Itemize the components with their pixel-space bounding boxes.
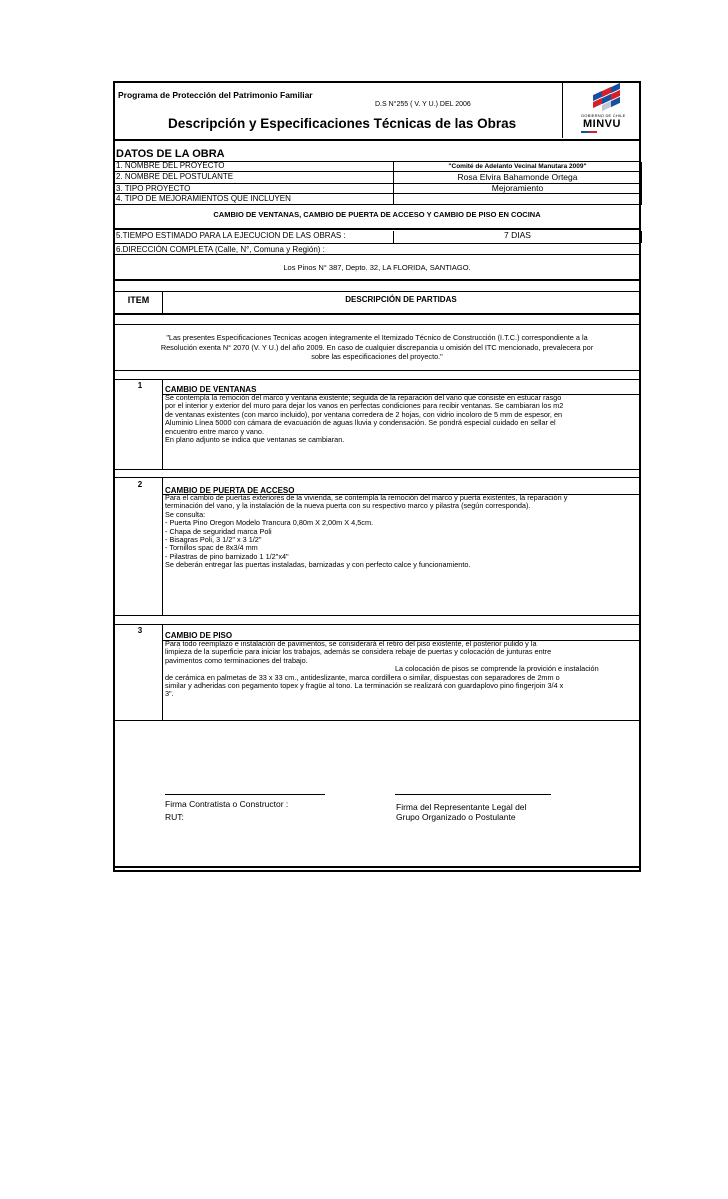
description-line: - Pilastras de pino barnizado 1 1/2"x4" bbox=[165, 551, 289, 561]
description-line: Para todo reemplazo e instalación de pavimentos, se considerará el retiro del piso existente, el posterior pulido y la bbox=[165, 639, 537, 648]
divider bbox=[115, 370, 639, 371]
item-title: CAMBIO DE PUERTA DE ACCESO bbox=[165, 486, 295, 495]
divider bbox=[115, 624, 639, 625]
intro-line: "Las presentes Especificaciones Tecnicas acogen integramente el Itemizado Técnico de Construcción (I.T.C.) correspondiente a la bbox=[166, 333, 588, 342]
item-title: CAMBIO DE PISO bbox=[165, 631, 233, 640]
item-description bbox=[165, 640, 599, 699]
divider bbox=[115, 615, 639, 616]
logo-caption: GOBIERNO DE CHILE bbox=[581, 113, 626, 118]
column-divider bbox=[393, 231, 394, 243]
description-line: limpieza de la superficie para iniciar los trabajos, además se considera rebaje de puertas y colocación de junturas entre bbox=[165, 647, 552, 657]
divider bbox=[115, 291, 639, 292]
intro-line: Resolución exenta N° 2070 (V. Y U.) del año 2009. En caso de cualquier discrepancia u omisión del ITC mencionado, prevalecera por bbox=[160, 342, 594, 352]
rut-label: RUT: bbox=[165, 812, 184, 822]
postulante-value: Rosa Elvira Bahamonde Ortega bbox=[457, 172, 578, 182]
intro-paragraph bbox=[115, 333, 639, 362]
description-line: de ventanas existentes (con marco incluido), por ventana corredera de 2 hojas, con vidrio incoloro de 5 mm de espesor, en bbox=[165, 409, 563, 419]
description-line: - Bisagras Poli, 3 1/2" x 3 1/2" bbox=[165, 535, 262, 545]
column-divider bbox=[162, 291, 163, 313]
description-line: por el interior y exterior del muro para dejar los vanos en perfectas condiciones para recibir ventanas. Se cambiaran los m2 bbox=[165, 401, 564, 411]
divider bbox=[115, 720, 639, 721]
column-divider bbox=[162, 624, 163, 720]
description-line: - Chapa de seguridad marca Poli bbox=[165, 526, 272, 536]
description-line: Para el cambio de puertas exteriores de la vivienda, se contempla la remoción del marco y puerta existentes, la reparación y bbox=[165, 493, 568, 502]
item-title: CAMBIO DE VENTANAS bbox=[165, 385, 257, 394]
divider bbox=[115, 243, 639, 244]
description-line: 3". bbox=[165, 689, 174, 699]
mejoramientos-label: 4. TIPO DE MEJORAMIENTOS QUE INCLUYEN bbox=[116, 194, 291, 203]
item-column-header: ITEM bbox=[127, 295, 150, 305]
mejoramientos-value: CAMBIO DE VENTANAS, CAMBIO DE PUERTA DE ACCESO Y CAMBIO DE PISO EN COCINA bbox=[213, 210, 541, 219]
page-title: Descripción y Especificaciones Técnicas de las Obras bbox=[168, 116, 517, 131]
descripcion-column-header: DESCRIPCIÓN DE PARTIDAS bbox=[345, 295, 457, 304]
description-line: Aluminio Línea 5000 con cámara de evacuación de aguas lluvia y condensación. Se pondrá especial cuidado en sellar el bbox=[165, 418, 556, 428]
description-line: de cerámica en palmetas de 33 x 33 cm., antideslizante, marca cordillera o similar, dispuestas con separadores de 2mm o bbox=[165, 672, 560, 682]
description-line: Se contempla la remoción del marco y ventana existente; seguida de la reparación del vano que consiste en estucar rasgo bbox=[165, 393, 562, 402]
description-line: similar y adheridas con pegamento topex y fragüe al tono. La terminación se realizará con guardaplovo pino fingerjoin 3/4 x bbox=[165, 681, 564, 691]
signature-label-representante: Firma del Representante Legal del bbox=[396, 802, 527, 812]
description-line: terminación del vano, y la instalación de la nueva puerta con su respectivo marco y pilastra (según corresponda). bbox=[165, 501, 531, 511]
column-divider bbox=[162, 379, 163, 469]
document-frame bbox=[113, 81, 641, 872]
description-line: - Puerta Pino Oregon Modelo Trancura 0,80m X 2,00m X 4,5cm. bbox=[165, 518, 374, 528]
item-description bbox=[165, 394, 563, 444]
divider bbox=[115, 279, 639, 281]
tipo-value: Mejoramiento bbox=[491, 183, 544, 193]
description-line: - Tornillos spac de 8x3/4 mm bbox=[165, 543, 258, 553]
signature-label-contratista: Firma Contratista o Constructor : bbox=[165, 799, 289, 809]
divider bbox=[115, 866, 639, 868]
column-divider bbox=[641, 231, 642, 243]
logo-bar-red bbox=[589, 131, 597, 133]
divider bbox=[115, 469, 639, 470]
logo-mark-icon bbox=[593, 87, 619, 109]
divider bbox=[115, 254, 639, 255]
column-divider bbox=[162, 477, 163, 615]
tiempo-value: 7 DIAS bbox=[504, 230, 531, 240]
decree-reference: D.S N°255 ( V. Y U.) DEL 2006 bbox=[375, 101, 471, 108]
item-number: 3 bbox=[137, 626, 143, 635]
item-description bbox=[165, 494, 567, 570]
postulante-label: 2. NOMBRE DEL POSTULANTE bbox=[116, 172, 234, 181]
divider bbox=[115, 313, 639, 315]
direccion-label: 6.DIRECCIÓN COMPLETA (Calle, N°, Comuna y Región) : bbox=[116, 245, 325, 254]
tiempo-label: 5.TIEMPO ESTIMADO PARA LA EJECUCION DE LAS OBRAS : bbox=[116, 231, 346, 240]
direccion-value: Los Pinos N° 387, Depto. 32, LA FLORIDA, SANTIAGO. bbox=[283, 263, 471, 272]
signature-label-grupo: Grupo Organizado o Postulante bbox=[396, 812, 516, 822]
description-line: encuentro entre marco y vano. bbox=[165, 426, 264, 436]
divider bbox=[115, 379, 639, 380]
logo-name: MINVU bbox=[583, 118, 621, 130]
item-number: 2 bbox=[137, 480, 143, 489]
column-divider bbox=[641, 162, 642, 205]
program-name: Programa de Protección del Patrimonio Familiar bbox=[118, 90, 313, 100]
section-title: DATOS DE LA OBRA bbox=[116, 148, 225, 160]
logo-bar-blue bbox=[581, 131, 589, 133]
minvu-logo bbox=[562, 83, 644, 138]
proyecto-label: 1. NOMBRE DEL PROYECTO bbox=[116, 161, 225, 170]
description-line: Se deberán entregar las puertas instaladas, barnizadas y con perfecto calce y funcionamiento. bbox=[165, 560, 471, 570]
column-divider bbox=[393, 162, 394, 205]
divider bbox=[115, 324, 639, 325]
item-number: 1 bbox=[137, 381, 143, 390]
signature-line-contratista bbox=[165, 794, 325, 795]
description-line: pavimentos como terminaciones del trabajo. bbox=[165, 655, 308, 665]
description-line: En plano adjunto se indica que ventanas se cambiaran. bbox=[165, 435, 345, 445]
proyecto-value: "Comité de Adelanto Vecinal Manutara 2009" bbox=[448, 163, 587, 170]
divider bbox=[115, 477, 639, 478]
description-line: Se consulta: bbox=[165, 509, 206, 519]
intro-line: sobre las especificaciones del proyecto." bbox=[311, 352, 443, 361]
divider bbox=[115, 139, 639, 141]
signature-line-representante bbox=[395, 794, 551, 795]
description-line: La colocación de pisos se comprende la provición e instalación bbox=[395, 664, 599, 674]
tipo-label: 3. TIPO PROYECTO bbox=[116, 184, 191, 193]
divider bbox=[115, 204, 639, 205]
